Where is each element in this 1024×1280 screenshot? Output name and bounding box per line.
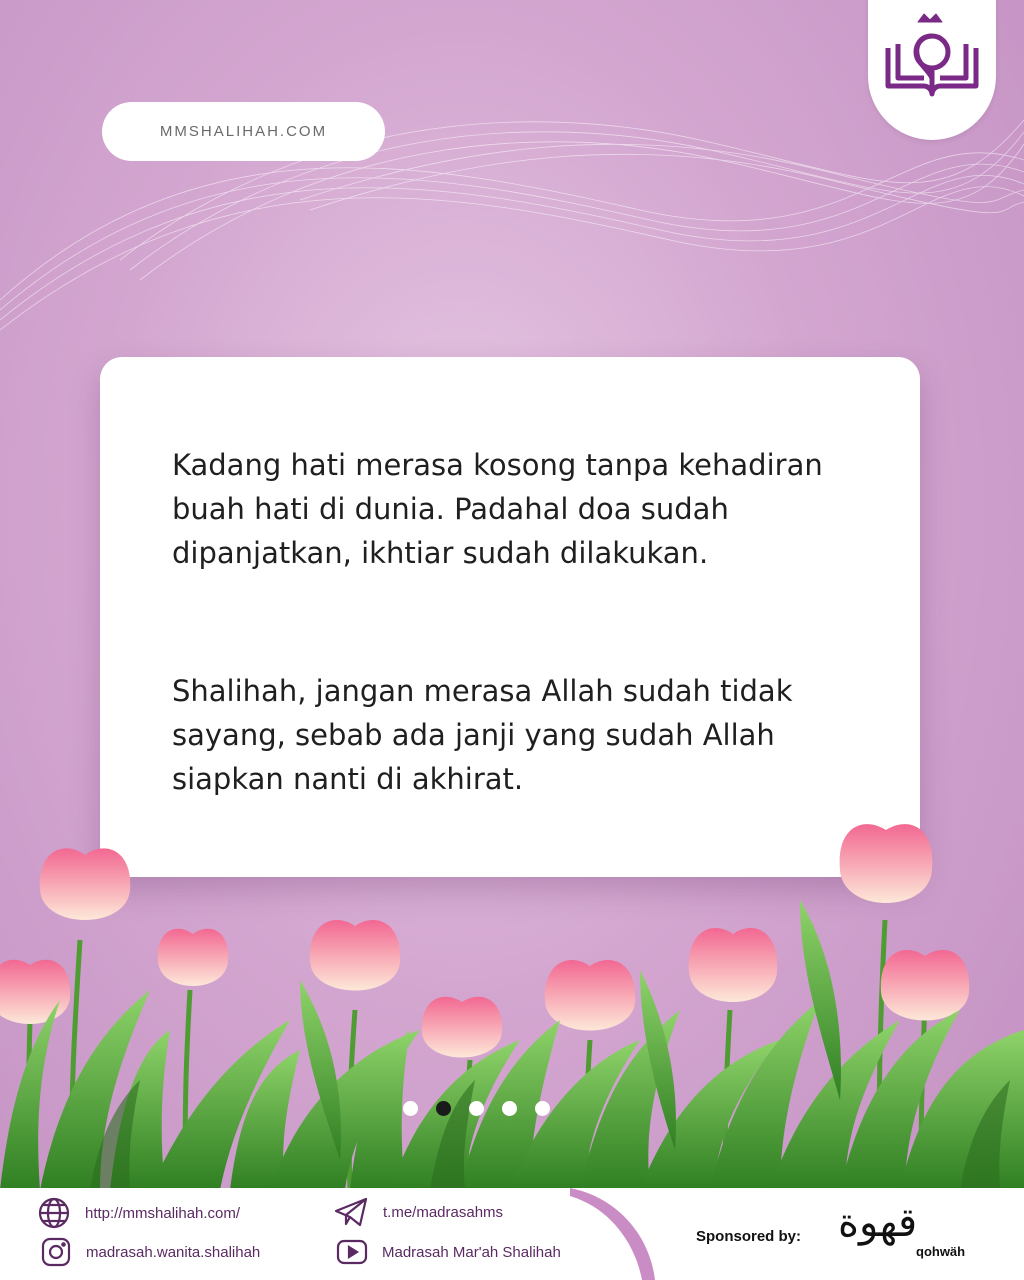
footer-telegram[interactable]	[333, 1196, 503, 1228]
footer-website[interactable]	[37, 1196, 240, 1230]
sponsored-by-label: Sponsored by:	[696, 1228, 802, 1245]
sponsor-logo-arabic: قهوة	[838, 1200, 918, 1246]
footer-youtube-text: Madrasah Mar'ah Shalihah	[382, 1243, 561, 1261]
carousel-dot-5[interactable]	[535, 1101, 550, 1116]
footer-swoosh-decoration	[570, 1188, 660, 1280]
carousel-dot-4[interactable]	[502, 1101, 517, 1116]
instagram-icon	[40, 1236, 72, 1268]
youtube-icon	[336, 1238, 368, 1266]
footer-instagram-text: madrasah.wanita.shalihah	[86, 1243, 261, 1261]
logo-badge	[868, 0, 996, 140]
carousel-dot-2-active[interactable]	[436, 1101, 451, 1116]
message-paragraph-2: Shalihah, jangan merasa Allah sudah tidak sayang, sebab ada janji yang sudah Allah siapkan nanti di akhirat.	[172, 674, 793, 796]
madrasah-logo-icon	[878, 8, 986, 108]
footer-youtube[interactable]	[336, 1238, 561, 1266]
carousel-indicator	[403, 1101, 550, 1116]
website-pill[interactable]: MMSHALIHAH.COM	[102, 102, 385, 161]
carousel-dot-3[interactable]	[469, 1101, 484, 1116]
globe-icon	[37, 1196, 71, 1230]
message-card	[100, 357, 920, 877]
carousel-dot-1[interactable]	[403, 1101, 418, 1116]
tulip-meadow-illustration	[0, 800, 1024, 1190]
sponsor-logo[interactable]	[838, 1200, 978, 1270]
telegram-icon	[333, 1196, 369, 1228]
message-paragraph-1: Kadang hati merasa kosong tanpa kehadiran buah hati di dunia. Padahal doa sudah dipanjatkan, ikhtiar sudah dilakukan.	[172, 448, 823, 570]
sponsor-logo-latin: qohwäh	[916, 1244, 966, 1259]
footer-instagram[interactable]	[40, 1236, 260, 1268]
grass-leaves	[0, 900, 1024, 1190]
footer-website-text: http://mmshalihah.com/	[85, 1204, 241, 1222]
footer-telegram-text: t.me/madrasahms	[383, 1203, 504, 1221]
